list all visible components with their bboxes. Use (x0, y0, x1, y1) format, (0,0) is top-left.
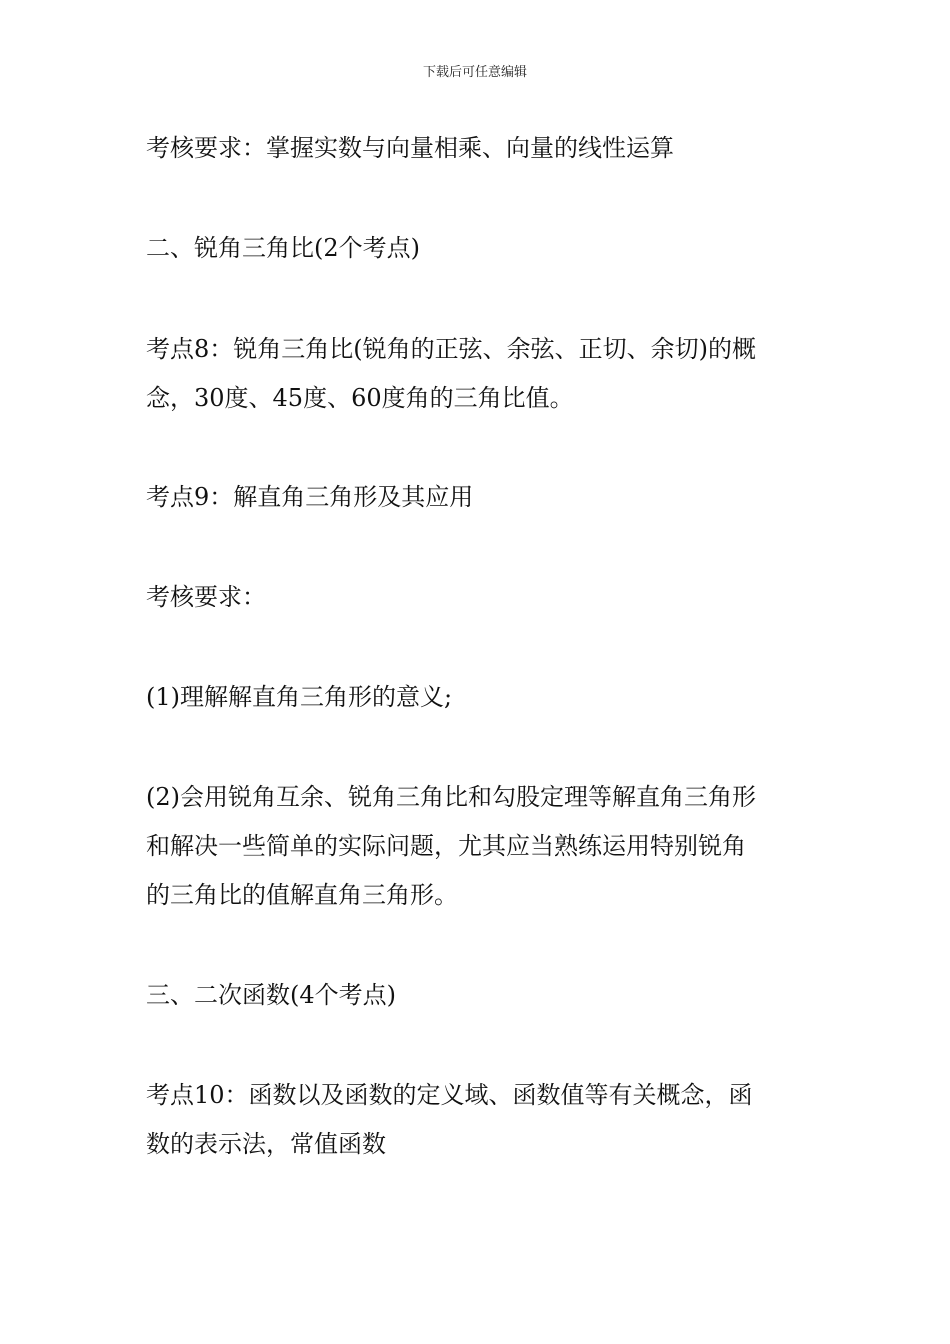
text-line: 考核要求： (146, 583, 266, 611)
paragraph-point-10 (146, 1071, 816, 1169)
text-line: 念，30度、45度、60度角的三角比值。 (146, 384, 574, 412)
paragraph-point-9 (146, 473, 816, 522)
text-line: 考点9：解直角三角形及其应用 (146, 483, 474, 511)
text-line: 和解决一些简单的实际问题，尤其应当熟练运用特别锐角 (146, 832, 746, 860)
paragraph-item-1 (146, 673, 816, 722)
paragraph-assessment-label (146, 573, 816, 622)
text-line: 三、二次函数(4个考点) (146, 981, 396, 1009)
text-line: 考点8：锐角三角比(锐角的正弦、余弦、正切、余切)的概 (146, 335, 756, 363)
text-line: 考点10：函数以及函数的定义域、函数值等有关概念，函 (146, 1081, 753, 1109)
text-line: 数的表示法，常值函数 (146, 1130, 386, 1158)
paragraph-point-8 (146, 325, 816, 423)
text-line: (2)会用锐角互余、锐角三角比和勾股定理等解直角三角形 (146, 783, 756, 811)
paragraph-assessment-vectors (146, 124, 816, 173)
section-heading-quadratic-functions (146, 971, 816, 1020)
page-header: 下载后可任意编辑 (422, 65, 527, 80)
text-line: 考核要求：掌握实数与向量相乘、向量的线性运算 (146, 134, 674, 162)
text-line: (1)理解解直角三角形的意义; (146, 683, 453, 711)
paragraph-item-2 (146, 773, 816, 920)
text-line: 的三角比的值解直角三角形。 (146, 881, 458, 909)
section-heading-trig-ratios (146, 224, 816, 273)
text-line: 二、锐角三角比(2个考点) (146, 234, 420, 262)
